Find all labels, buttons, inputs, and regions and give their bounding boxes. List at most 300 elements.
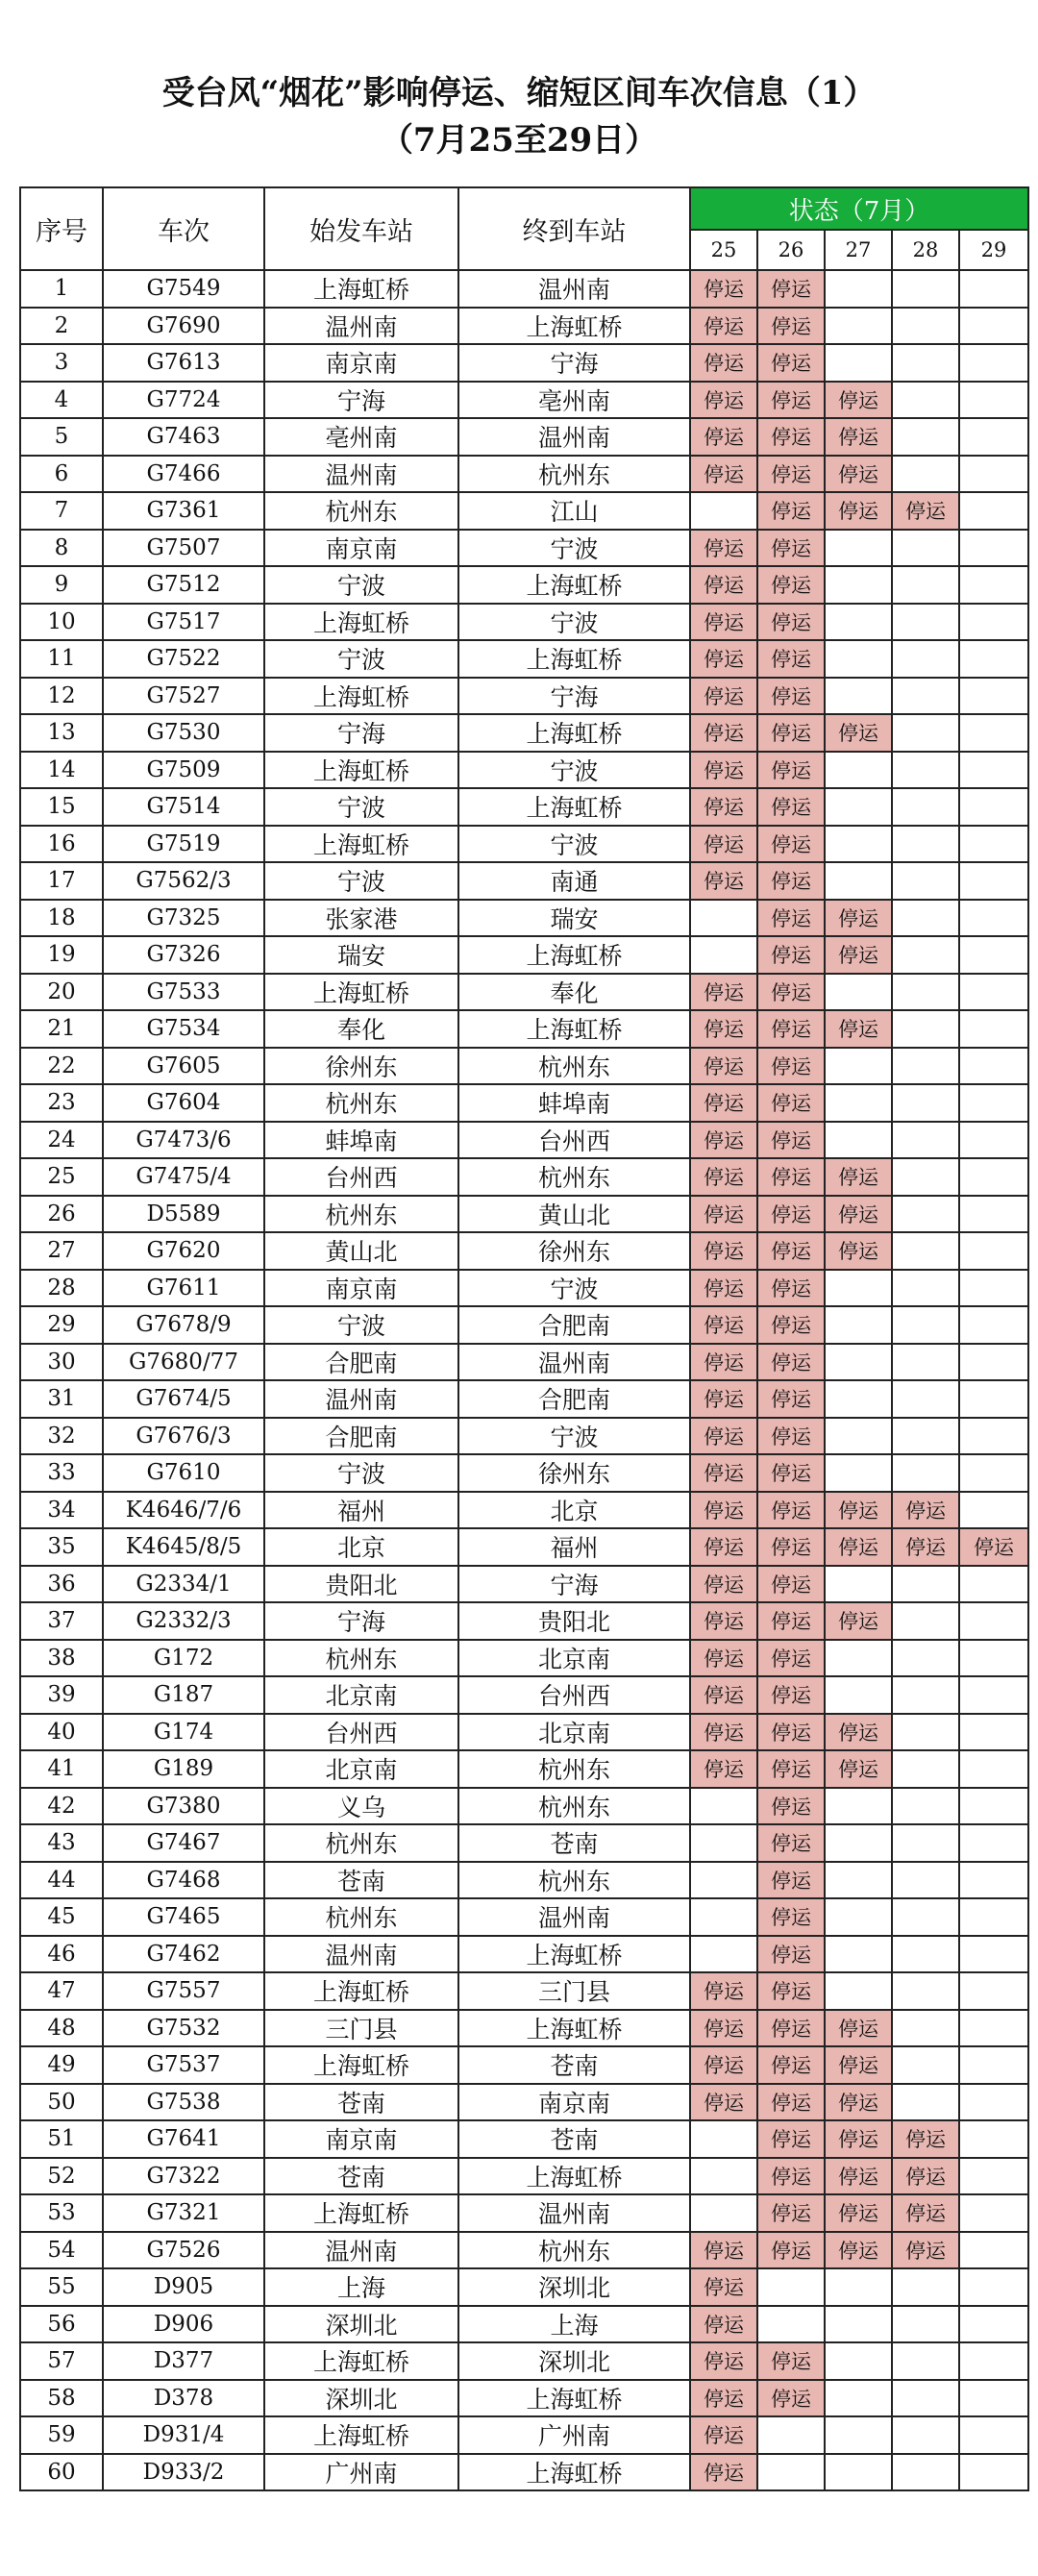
row-seq: 44 — [20, 1862, 103, 1899]
row-origin-station: 蚌埠南 — [264, 1122, 458, 1159]
suspended-badge: 停运 — [771, 2054, 811, 2078]
suspended-badge: 停运 — [704, 2313, 744, 2337]
status-cell-day-29 — [959, 1714, 1028, 1751]
row-train-number: G172 — [103, 1640, 264, 1677]
row-train-number: G7519 — [103, 826, 264, 863]
status-cell-day-26 — [757, 1750, 825, 1788]
row-destination-station: 上海虹桥 — [458, 2380, 690, 2417]
status-cell-day-25 — [690, 1566, 757, 1603]
table-row — [20, 270, 1028, 308]
table-row — [20, 1714, 1028, 1751]
row-seq: 53 — [20, 2194, 103, 2232]
row-destination-station: 宁波 — [458, 1418, 690, 1455]
suspended-badge: 停运 — [838, 2128, 878, 2152]
row-seq: 50 — [20, 2084, 103, 2121]
suspended-badge: 停运 — [704, 832, 744, 856]
status-cell-day-25 — [690, 2232, 757, 2269]
row-train-number: G7321 — [103, 2194, 264, 2232]
row-seq: 3 — [20, 344, 103, 382]
status-cell-day-27 — [825, 1306, 892, 1344]
row-destination-station: 上海虹桥 — [458, 1936, 690, 1973]
table-row — [20, 1936, 1028, 1973]
suspended-badge: 停运 — [771, 2387, 811, 2411]
row-train-number: G7538 — [103, 2084, 264, 2121]
row-seq: 49 — [20, 2046, 103, 2084]
status-cell-day-27 — [825, 1824, 892, 1862]
row-train-number: G7463 — [103, 418, 264, 456]
suspended-badge: 停运 — [771, 2128, 811, 2152]
status-cell-day-26 — [757, 2380, 825, 2417]
row-seq: 26 — [20, 1196, 103, 1233]
row-destination-station: 北京 — [458, 1492, 690, 1529]
status-cell-day-26 — [757, 1084, 825, 1122]
row-train-number: G2332/3 — [103, 1602, 264, 1640]
table-row — [20, 1788, 1028, 1825]
suspended-badge: 停运 — [771, 796, 811, 820]
row-seq: 19 — [20, 936, 103, 974]
table-row — [20, 344, 1028, 382]
row-seq: 48 — [20, 2010, 103, 2047]
row-origin-station: 上海虹桥 — [264, 270, 458, 308]
row-seq: 52 — [20, 2158, 103, 2195]
row-destination-station: 杭州东 — [458, 456, 690, 493]
row-train-number: G7526 — [103, 2232, 264, 2269]
row-train-number: G7466 — [103, 456, 264, 493]
status-cell-day-26 — [757, 1418, 825, 1455]
suspended-badge: 停运 — [704, 1499, 744, 1523]
status-cell-day-29 — [959, 604, 1028, 641]
row-origin-station: 宁海 — [264, 382, 458, 419]
table-row — [20, 418, 1028, 456]
status-cell-day-27 — [825, 382, 892, 419]
status-cell-day-26 — [757, 862, 825, 900]
row-seq: 40 — [20, 1714, 103, 1751]
status-cell-day-26 — [757, 418, 825, 456]
row-destination-station: 宁波 — [458, 826, 690, 863]
status-cell-day-25 — [690, 1344, 757, 1381]
row-train-number: G7680/77 — [103, 1344, 264, 1381]
table-row — [20, 308, 1028, 345]
row-origin-station: 苍南 — [264, 1862, 458, 1899]
row-origin-station: 南京南 — [264, 1270, 458, 1307]
row-origin-station: 亳州南 — [264, 418, 458, 456]
status-cell-day-28 — [892, 2010, 959, 2047]
table-row — [20, 788, 1028, 826]
suspended-badge: 停运 — [704, 1314, 744, 1338]
status-cell-day-27 — [825, 456, 892, 493]
row-seq: 10 — [20, 604, 103, 641]
status-cell-day-25 — [690, 2194, 757, 2232]
table-row — [20, 1344, 1028, 1381]
status-cell-day-25 — [690, 1862, 757, 1899]
table-row — [20, 752, 1028, 789]
row-train-number: G7613 — [103, 344, 264, 382]
row-train-number: G7533 — [103, 974, 264, 1011]
row-train-number: D905 — [103, 2268, 264, 2306]
suspended-badge: 停运 — [704, 2091, 744, 2115]
status-cell-day-26 — [757, 1122, 825, 1159]
row-train-number: G7326 — [103, 936, 264, 974]
status-cell-day-28 — [892, 640, 959, 678]
status-cell-day-26 — [757, 1824, 825, 1862]
row-train-number: G7724 — [103, 382, 264, 419]
status-cell-day-27 — [825, 1602, 892, 1640]
table-row — [20, 1454, 1028, 1492]
suspended-badge: 停运 — [771, 278, 811, 302]
status-cell-day-26 — [757, 1602, 825, 1640]
status-cell-day-25 — [690, 1270, 757, 1307]
status-cell-day-27 — [825, 678, 892, 715]
status-cell-day-28 — [892, 1750, 959, 1788]
status-cell-day-27 — [825, 1158, 892, 1196]
status-cell-day-28 — [892, 1492, 959, 1529]
status-cell-day-27 — [825, 714, 892, 752]
status-cell-day-27 — [825, 1344, 892, 1381]
row-destination-station: 杭州东 — [458, 1158, 690, 1196]
row-train-number: D377 — [103, 2342, 264, 2380]
row-seq: 51 — [20, 2120, 103, 2158]
table-row — [20, 1602, 1028, 1640]
suspended-badge: 停运 — [771, 906, 811, 930]
row-origin-station: 合肥南 — [264, 1418, 458, 1455]
table-row — [20, 566, 1028, 604]
row-train-number: G7605 — [103, 1048, 264, 1085]
suspended-badge: 停运 — [704, 388, 744, 412]
status-cell-day-26 — [757, 1972, 825, 2010]
status-cell-day-26 — [757, 2120, 825, 2158]
table-row — [20, 2084, 1028, 2121]
status-cell-day-27 — [825, 1010, 892, 1048]
suspended-badge: 停运 — [838, 2054, 878, 2078]
status-cell-day-26 — [757, 270, 825, 308]
suspended-badge: 停运 — [905, 2239, 946, 2263]
suspended-badge: 停运 — [704, 2054, 744, 2078]
row-destination-station: 杭州东 — [458, 1048, 690, 1085]
status-cell-day-26 — [757, 604, 825, 641]
status-cell-day-28 — [892, 1566, 959, 1603]
row-origin-station: 义乌 — [264, 1788, 458, 1825]
row-seq: 8 — [20, 530, 103, 567]
status-cell-day-25 — [690, 1824, 757, 1862]
status-cell-day-26 — [757, 2306, 825, 2343]
row-destination-station: 苍南 — [458, 1824, 690, 1862]
row-seq: 30 — [20, 1344, 103, 1381]
status-cell-day-26 — [757, 2416, 825, 2454]
suspended-badge: 停运 — [838, 388, 878, 412]
table-row — [20, 1972, 1028, 2010]
status-cell-day-28 — [892, 1640, 959, 1677]
row-destination-station: 宁海 — [458, 678, 690, 715]
status-cell-day-25 — [690, 1602, 757, 1640]
row-seq: 12 — [20, 678, 103, 715]
status-cell-day-26 — [757, 826, 825, 863]
table-row — [20, 1048, 1028, 1085]
suspended-badge: 停运 — [771, 832, 811, 856]
suspended-badge: 停运 — [905, 2128, 946, 2152]
row-origin-station: 杭州东 — [264, 1084, 458, 1122]
status-cell-day-25 — [690, 2158, 757, 2195]
row-train-number: G7512 — [103, 566, 264, 604]
row-origin-station: 杭州东 — [264, 1640, 458, 1677]
status-cell-day-25 — [690, 2306, 757, 2343]
row-destination-station: 上海虹桥 — [458, 308, 690, 345]
row-destination-station: 徐州东 — [458, 1454, 690, 1492]
row-origin-station: 宁波 — [264, 862, 458, 900]
row-origin-station: 瑞安 — [264, 936, 458, 974]
status-cell-day-29 — [959, 566, 1028, 604]
status-cell-day-29 — [959, 2158, 1028, 2195]
status-cell-day-25 — [690, 2046, 757, 2084]
status-cell-day-25 — [690, 308, 757, 345]
table-row — [20, 1232, 1028, 1270]
status-cell-day-29 — [959, 1528, 1028, 1566]
status-cell-day-26 — [757, 974, 825, 1011]
status-cell-day-27 — [825, 1676, 892, 1714]
suspended-badge: 停运 — [771, 980, 811, 1004]
status-cell-day-27 — [825, 1048, 892, 1085]
row-seq: 16 — [20, 826, 103, 863]
status-cell-day-25 — [690, 2342, 757, 2380]
status-cell-day-25 — [690, 1750, 757, 1788]
row-train-number: G7322 — [103, 2158, 264, 2195]
row-destination-station: 合肥南 — [458, 1380, 690, 1418]
status-cell-day-26 — [757, 936, 825, 974]
suspended-badge: 停运 — [704, 1350, 744, 1375]
status-cell-day-29 — [959, 1788, 1028, 1825]
row-destination-station: 贵阳北 — [458, 1602, 690, 1640]
status-cell-day-26 — [757, 2342, 825, 2380]
row-train-number: G7473/6 — [103, 1122, 264, 1159]
status-cell-day-29 — [959, 1862, 1028, 1899]
row-seq: 7 — [20, 492, 103, 530]
suspended-badge: 停运 — [838, 1166, 878, 1190]
status-cell-day-27 — [825, 418, 892, 456]
status-cell-day-26 — [757, 900, 825, 937]
row-train-number: G7549 — [103, 270, 264, 308]
row-origin-station: 上海 — [264, 2268, 458, 2306]
table-row — [20, 2046, 1028, 2084]
row-destination-station: 福州 — [458, 1528, 690, 1566]
table-row — [20, 492, 1028, 530]
status-cell-day-28 — [892, 1454, 959, 1492]
suspended-badge: 停运 — [704, 610, 744, 634]
table-row — [20, 640, 1028, 678]
status-cell-day-28 — [892, 1972, 959, 2010]
row-destination-station: 台州西 — [458, 1676, 690, 1714]
row-seq: 11 — [20, 640, 103, 678]
status-cell-day-28 — [892, 1714, 959, 1751]
row-origin-station: 深圳北 — [264, 2306, 458, 2343]
row-train-number: G174 — [103, 1714, 264, 1751]
status-cell-day-28 — [892, 1122, 959, 1159]
status-cell-day-27 — [825, 1528, 892, 1566]
status-cell-day-25 — [690, 492, 757, 530]
header-destination: 终到车站 — [458, 187, 690, 270]
row-seq: 29 — [20, 1306, 103, 1344]
status-cell-day-29 — [959, 1048, 1028, 1085]
row-destination-station: 温州南 — [458, 418, 690, 456]
status-cell-day-26 — [757, 492, 825, 530]
row-origin-station: 温州南 — [264, 1380, 458, 1418]
status-cell-day-27 — [825, 2010, 892, 2047]
suspended-badge: 停运 — [771, 1869, 811, 1893]
status-cell-day-26 — [757, 714, 825, 752]
suspended-badge: 停运 — [771, 2239, 811, 2263]
status-cell-day-29 — [959, 418, 1028, 456]
status-cell-day-28 — [892, 2232, 959, 2269]
row-destination-station: 杭州东 — [458, 1788, 690, 1825]
row-origin-station: 北京南 — [264, 1750, 458, 1788]
status-cell-day-28 — [892, 2194, 959, 2232]
row-destination-station: 杭州东 — [458, 1862, 690, 1899]
row-destination-station: 宁海 — [458, 344, 690, 382]
status-cell-day-29 — [959, 1418, 1028, 1455]
row-origin-station: 温州南 — [264, 308, 458, 345]
status-cell-day-28 — [892, 900, 959, 937]
suspended-badge: 停运 — [771, 1202, 811, 1226]
suspended-badge: 停运 — [771, 1610, 811, 1634]
status-cell-day-27 — [825, 1788, 892, 1825]
status-cell-day-28 — [892, 1380, 959, 1418]
suspended-badge: 停运 — [771, 1795, 811, 1819]
row-destination-station: 上海虹桥 — [458, 640, 690, 678]
status-cell-day-29 — [959, 936, 1028, 974]
status-cell-day-28 — [892, 1936, 959, 1973]
status-cell-day-29 — [959, 308, 1028, 345]
row-train-number: K4645/8/5 — [103, 1528, 264, 1566]
status-cell-day-28 — [892, 344, 959, 382]
status-cell-day-25 — [690, 1788, 757, 1825]
status-cell-day-27 — [825, 2342, 892, 2380]
status-cell-day-28 — [892, 2454, 959, 2491]
row-seq: 46 — [20, 1936, 103, 1973]
status-cell-day-29 — [959, 1306, 1028, 1344]
status-cell-day-27 — [825, 1714, 892, 1751]
status-cell-day-26 — [757, 1788, 825, 1825]
suspended-badge: 停运 — [838, 2091, 878, 2115]
status-cell-day-29 — [959, 344, 1028, 382]
suspended-badge: 停运 — [771, 1943, 811, 1967]
suspended-badge: 停运 — [771, 1128, 811, 1152]
suspended-badge: 停运 — [771, 2202, 811, 2226]
status-cell-day-29 — [959, 1750, 1028, 1788]
train-status-table — [19, 186, 1029, 2491]
row-destination-station: 瑞安 — [458, 900, 690, 937]
status-cell-day-25 — [690, 1418, 757, 1455]
table-row — [20, 2120, 1028, 2158]
suspended-badge: 停运 — [704, 1092, 744, 1116]
row-train-number: G7676/3 — [103, 1418, 264, 1455]
header-day-29: 29 — [959, 230, 1028, 270]
status-cell-day-25 — [690, 604, 757, 641]
status-cell-day-27 — [825, 974, 892, 1011]
status-cell-day-26 — [757, 1714, 825, 1751]
suspended-badge: 停运 — [838, 2165, 878, 2189]
status-cell-day-27 — [825, 1196, 892, 1233]
status-cell-day-26 — [757, 456, 825, 493]
suspended-badge: 停运 — [704, 758, 744, 782]
table-row — [20, 2194, 1028, 2232]
row-train-number: G7361 — [103, 492, 264, 530]
status-cell-day-29 — [959, 1196, 1028, 1233]
status-cell-day-29 — [959, 1898, 1028, 1936]
row-destination-station: 上海 — [458, 2306, 690, 2343]
status-cell-day-27 — [825, 1972, 892, 2010]
status-cell-day-29 — [959, 1158, 1028, 1196]
suspended-badge: 停运 — [704, 1240, 744, 1264]
status-cell-day-26 — [757, 2268, 825, 2306]
row-train-number: G7678/9 — [103, 1306, 264, 1344]
row-origin-station: 徐州东 — [264, 1048, 458, 1085]
row-train-number: G7690 — [103, 308, 264, 345]
status-cell-day-25 — [690, 1640, 757, 1677]
status-cell-day-29 — [959, 1492, 1028, 1529]
row-origin-station: 温州南 — [264, 456, 458, 493]
header-origin: 始发车站 — [264, 187, 458, 270]
status-cell-day-27 — [825, 1380, 892, 1418]
row-train-number: G7514 — [103, 788, 264, 826]
suspended-badge: 停运 — [704, 980, 744, 1004]
status-cell-day-25 — [690, 974, 757, 1011]
status-cell-day-26 — [757, 1528, 825, 1566]
row-origin-station: 上海虹桥 — [264, 678, 458, 715]
suspended-badge: 停运 — [704, 796, 744, 820]
suspended-badge: 停运 — [704, 1573, 744, 1597]
status-cell-day-26 — [757, 1492, 825, 1529]
row-train-number: G7467 — [103, 1824, 264, 1862]
suspended-badge: 停运 — [771, 1647, 811, 1671]
suspended-badge: 停运 — [771, 1276, 811, 1300]
suspended-badge: 停运 — [771, 352, 811, 376]
status-cell-day-28 — [892, 1862, 959, 1899]
table-row — [20, 936, 1028, 974]
row-seq: 37 — [20, 1602, 103, 1640]
status-cell-day-26 — [757, 1936, 825, 1973]
row-origin-station: 深圳北 — [264, 2380, 458, 2417]
row-train-number: G7620 — [103, 1232, 264, 1270]
suspended-badge: 停运 — [771, 314, 811, 338]
status-cell-day-29 — [959, 678, 1028, 715]
status-cell-day-26 — [757, 1862, 825, 1899]
status-cell-day-25 — [690, 2120, 757, 2158]
status-cell-day-29 — [959, 2380, 1028, 2417]
status-cell-day-28 — [892, 1344, 959, 1381]
status-cell-day-29 — [959, 2306, 1028, 2343]
row-destination-station: 江山 — [458, 492, 690, 530]
status-cell-day-25 — [690, 418, 757, 456]
status-cell-day-25 — [690, 1936, 757, 1973]
status-cell-day-28 — [892, 752, 959, 789]
row-destination-station: 宁波 — [458, 604, 690, 641]
suspended-badge: 停运 — [771, 500, 811, 524]
row-destination-station: 宁波 — [458, 1270, 690, 1307]
row-destination-station: 上海虹桥 — [458, 1010, 690, 1048]
status-cell-day-28 — [892, 530, 959, 567]
status-cell-day-29 — [959, 1936, 1028, 1973]
status-cell-day-27 — [825, 2232, 892, 2269]
row-seq: 39 — [20, 1676, 103, 1714]
table-row — [20, 1084, 1028, 1122]
suspended-badge: 停运 — [704, 574, 744, 598]
table-row — [20, 2454, 1028, 2491]
table-row — [20, 456, 1028, 493]
row-seq: 15 — [20, 788, 103, 826]
status-cell-day-26 — [757, 2084, 825, 2121]
table-row — [20, 862, 1028, 900]
status-cell-day-26 — [757, 1048, 825, 1085]
status-cell-day-26 — [757, 2454, 825, 2491]
status-cell-day-25 — [690, 530, 757, 567]
